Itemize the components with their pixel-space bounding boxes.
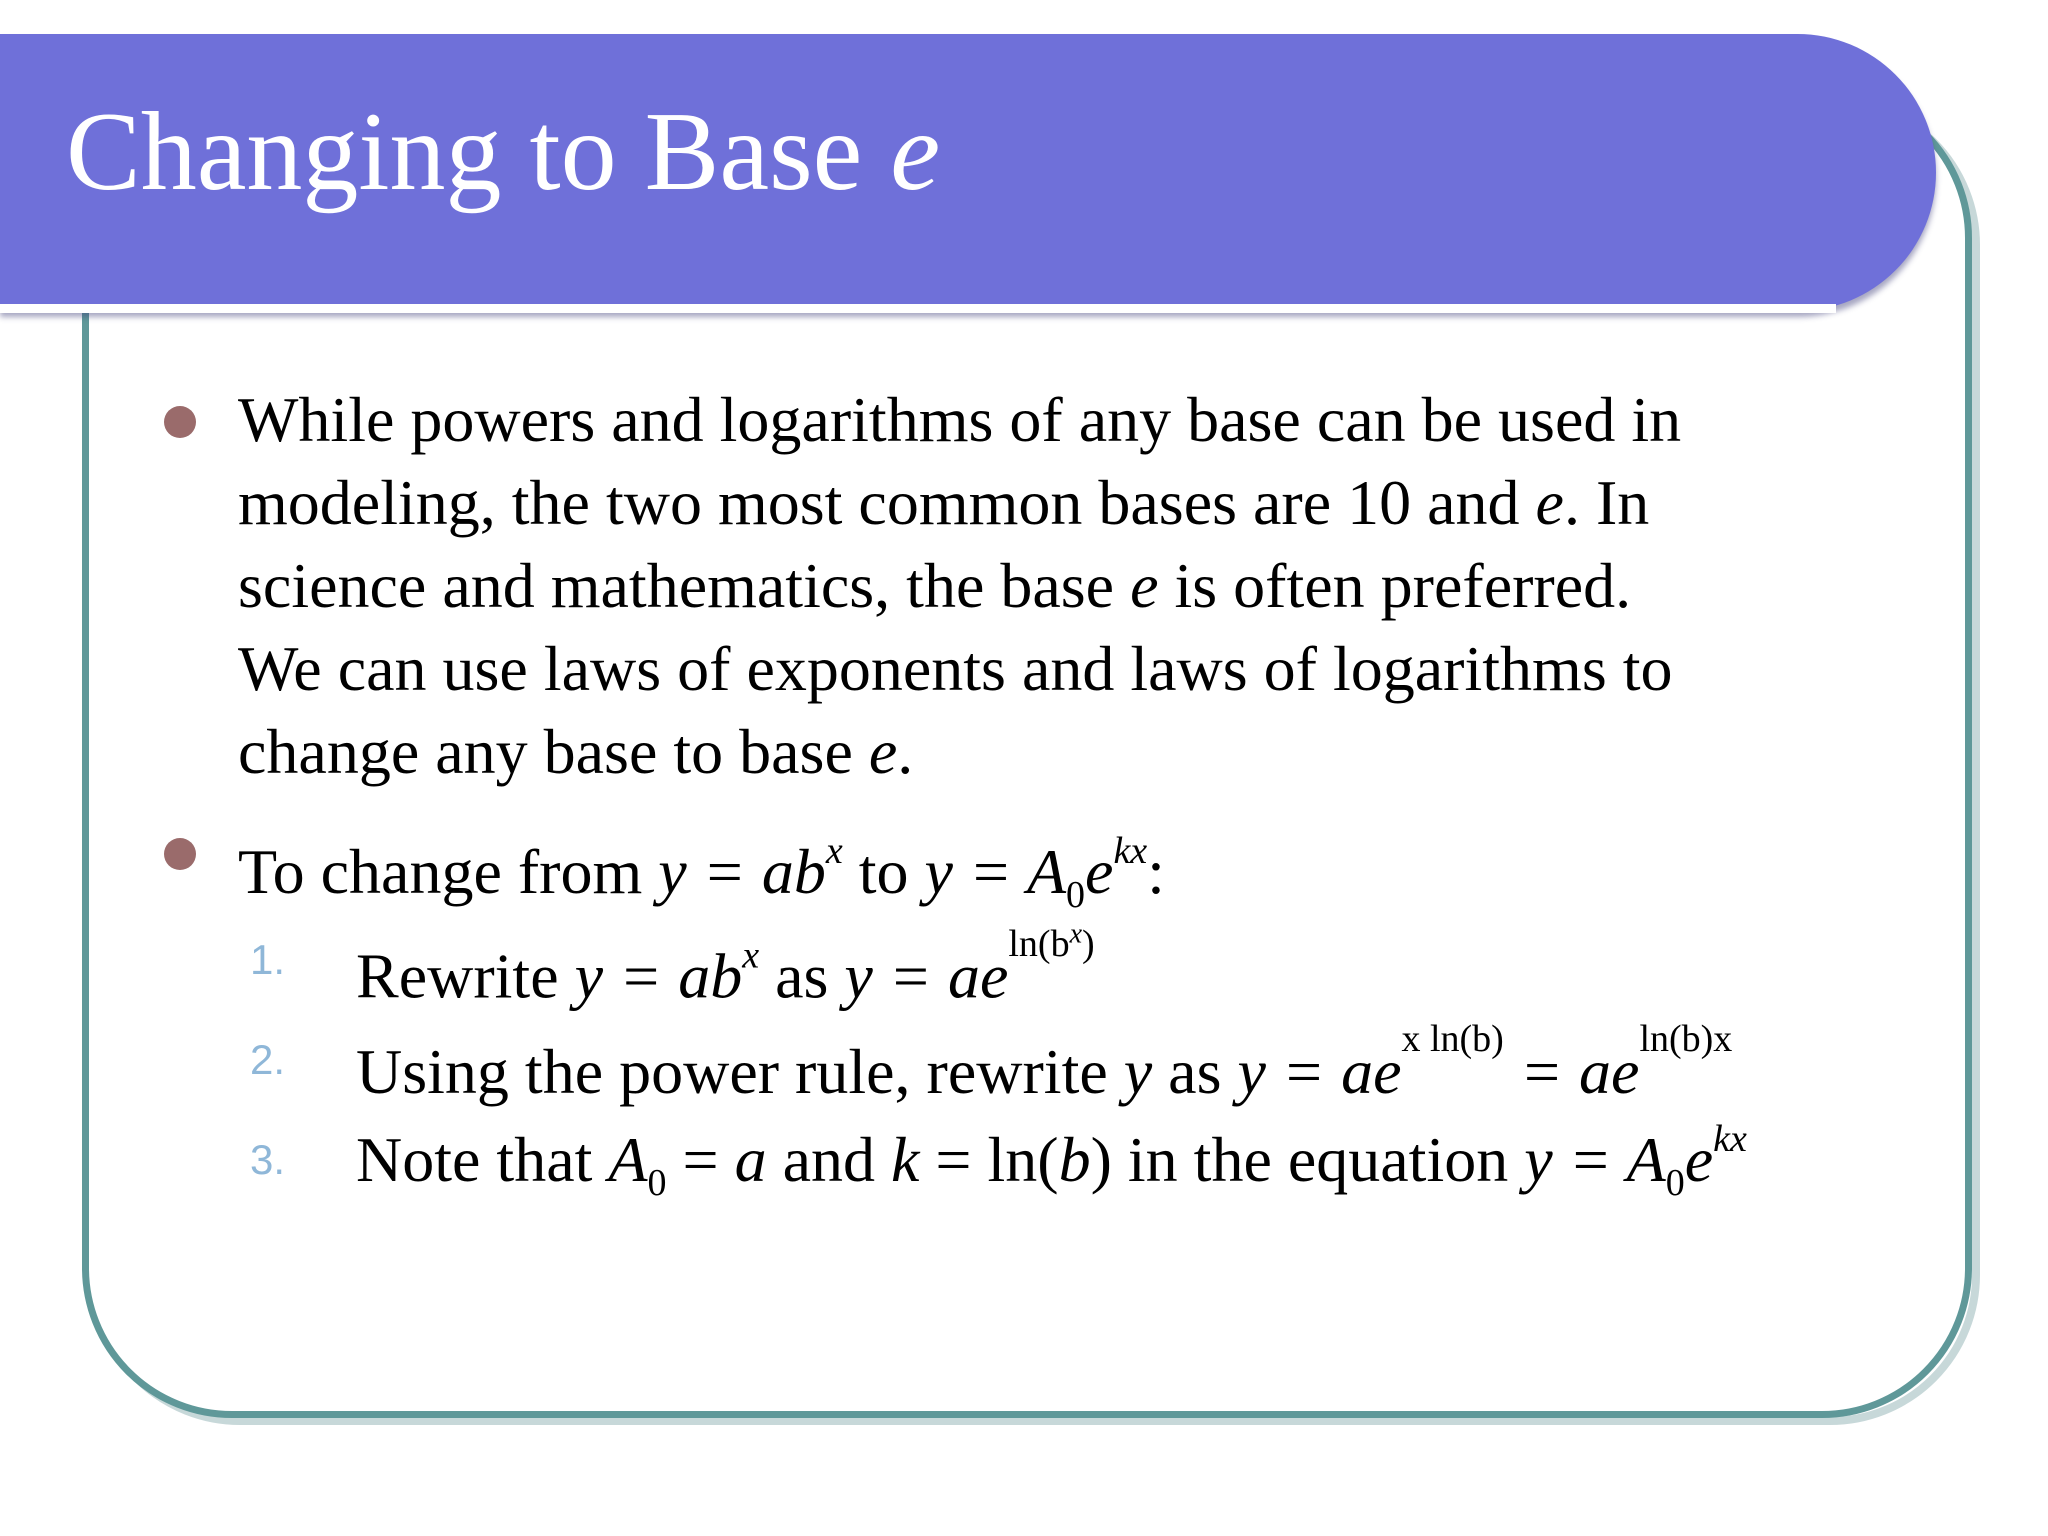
line-text: We can use laws of exponents and laws of logarithms to [238,633,1673,704]
step-3-prefix: Note that [356,1124,609,1195]
line-text: While powers and logarithms of any base can be used in [238,384,1682,455]
line-text: science and mathematics, the base [238,550,1131,621]
step-number-1: 1. [250,936,286,983]
bullet-1-line-4 [238,627,1681,710]
equation-exponent: ln(b)x [1639,1018,1733,1060]
equation-subscript: 0 [1066,874,1086,916]
equation-base: y = ae [844,940,1009,1012]
bullet-dot-2 [164,838,196,870]
slide-title-italic: e [890,90,941,214]
line-text: modeling, the two most common bases are 10 and [238,467,1536,538]
ln-text: = ln( [919,1124,1059,1195]
close-paren: ) [1090,1124,1112,1195]
equation-base: y = ae [1237,1036,1402,1107]
and-text: and [766,1124,891,1195]
exponent-close: ) [1082,922,1095,965]
bullet-1-line-5 [238,710,1681,793]
variable-a: A [608,1124,648,1195]
bullet-2-intro: To change from [238,836,659,907]
step-2-prefix: Using the power rule, rewrite [356,1036,1124,1107]
equation-from [658,830,843,907]
equation-exponent: x ln(b) [1401,1018,1504,1060]
e-symbol: e [1535,467,1564,538]
step-3 [356,1120,1747,1202]
equation-base: y = A [924,836,1067,907]
bullet-2-text [238,810,1165,937]
e-symbol: e [868,716,898,787]
variable-b: b [1058,1124,1091,1195]
step-2-mid: as [1152,1036,1238,1107]
equation-exponent [1008,918,1095,965]
equation-to [924,830,1148,916]
bullet-dot-1 [164,406,196,438]
equation-exponent: x [825,830,843,872]
step-1-mid: as [759,940,845,1012]
equation-base: y = ab [658,836,826,907]
bullet-1-line-3 [238,544,1681,627]
equation-exponent: x [742,934,760,977]
slide-title-text: Changing to Base [66,90,891,214]
bullet-1-line-2 [238,461,1681,544]
line-text: is often preferred. [1158,550,1632,621]
step-number-3: 3. [250,1136,286,1183]
exponent-text: ln(b [1008,922,1070,965]
exponent-power: x [1069,918,1083,949]
bullet-2-colon: : [1147,836,1165,907]
e-symbol: e [1085,836,1114,907]
variable-k: k [890,1124,920,1195]
variable-a-lower: a [734,1124,767,1195]
variable-y: y [1123,1036,1153,1107]
equals: = [666,1124,735,1195]
step-1 [356,918,1095,1012]
bullet-1-line-1 [238,378,1681,461]
equation-base: = ae [1503,1036,1640,1107]
line-text: . In [1563,467,1650,538]
bullet-1-text [238,378,1681,793]
equation-subscript: 0 [1665,1162,1685,1204]
equation-base: y = A [1524,1124,1666,1195]
e-symbol: e [1130,550,1159,621]
equation-base: y = ab [574,940,743,1012]
line-text: change any base to base [238,716,869,787]
step-number-2: 2. [250,1036,286,1083]
e-symbol: e [1684,1124,1714,1195]
equation-exponent: kx [1713,1118,1747,1160]
subscript-zero: 0 [647,1162,667,1204]
step-1-prefix: Rewrite [356,940,575,1012]
step-2 [356,1018,1733,1107]
step-3-tail: in the equation [1111,1124,1525,1195]
line-text: . [897,716,914,787]
equation-exponent: kx [1113,830,1148,872]
bullet-2-to: to [842,836,925,907]
